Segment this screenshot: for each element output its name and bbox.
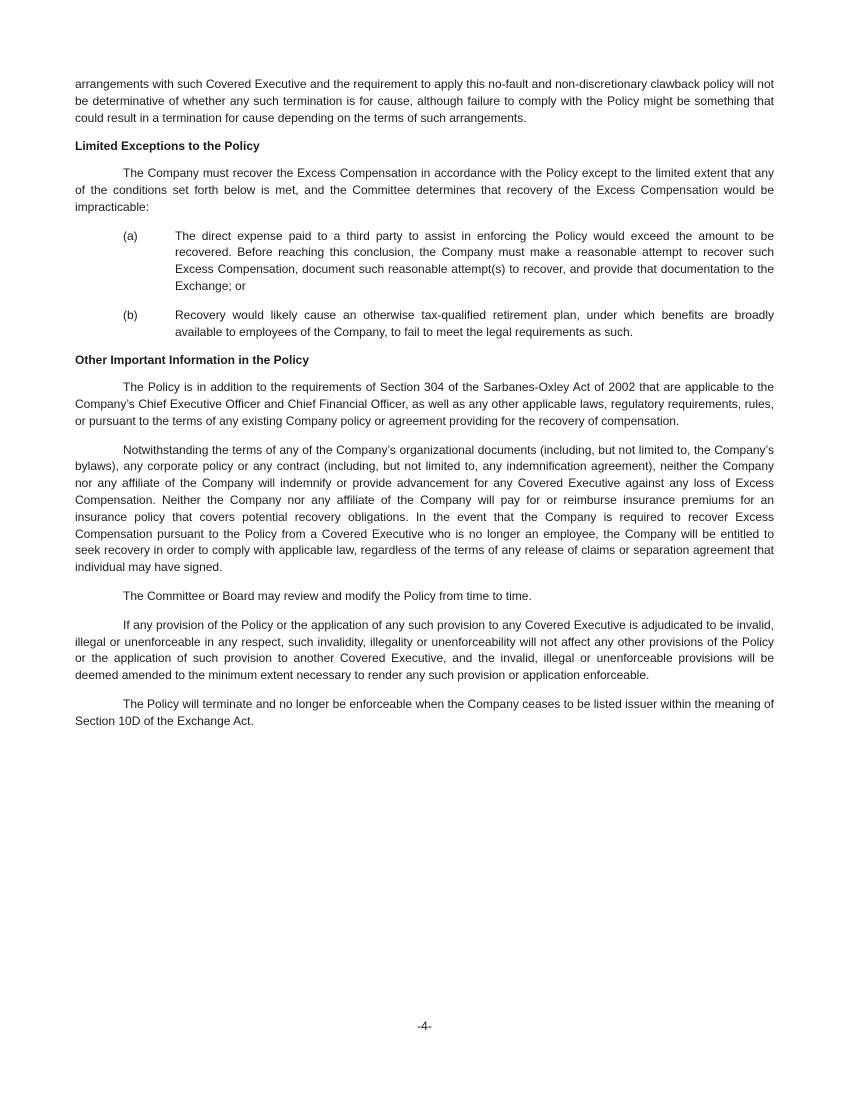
page-number: -4- <box>417 1019 432 1033</box>
other-info-paragraph-5: The Policy will terminate and no longer be enforceable when the Company ceases to be listed issuer within the meaning of Section 10D of the Exchange Act. <box>75 696 774 728</box>
limited-exceptions-paragraph: The Company must recover the Excess Compensation in accordance with the Policy except to the limited extent that any of the conditions set forth below is met, and the Committee determines that recovery of the Excess Compensation would be impracticable: <box>75 166 774 214</box>
other-info-paragraph-1: The Policy is in addition to the requirements of Section 304 of the Sarbanes-Oxley Act of 2002 that are applicable to the Company’s Chief Executive Officer and Chief Financial Officer, as well as any other applicable laws, regulatory requirements, rules, or pursuant to the terms of any existing Company policy or agreement providing for the recovery of compensation. <box>75 380 774 428</box>
section-heading-other-information: Other Important Information in the Policy <box>75 353 310 368</box>
exception-item-a <box>75 228 774 295</box>
section-heading-limited-exceptions: Limited Exceptions to the Policy <box>75 139 260 154</box>
other-info-paragraph-2: Notwithstanding the terms of any of the Company’s organizational documents (including, but not limited to, the Company’s bylaws), any corporate policy or any contract (including, but not limited to, any indemnification agreement), neither the Company nor any affiliate of the Company will indemnify or provide advancement for any Covered Executive against any loss of Excess Compensation. Neither the Company nor any affiliate of the Company will pay for or reimburse insurance premiums for an insurance policy that covers potential recovery obligations. In the event that the Company is required to recover Excess Compensation pursuant to the Policy from a Covered Executive who is no longer an employee, the Company will be entitled to seek recovery in order to comply with applicable law, regardless of the terms of any release of claims or separation agreement that individual may have signed. <box>75 442 774 575</box>
exception-item-label: (a) <box>123 228 138 243</box>
intro-paragraph: arrangements with such Covered Executive and the requirement to apply this no-fault and non-discretionary clawback policy will not be determinative of whether any such termination is for cause, although failure to comply with the Policy might be something that could result in a termination for cause depending on the terms of such arrangements. <box>75 77 774 125</box>
exception-item-label: (b) <box>123 307 138 322</box>
other-info-paragraph-3: The Committee or Board may review and modify the Policy from time to time. <box>123 588 532 603</box>
exception-item-b <box>75 307 774 341</box>
other-info-paragraph-4: If any provision of the Policy or the application of any such provision to any Covered Executive is adjudicated to be invalid, illegal or unenforceable in any respect, such invalidity, illegality or unenforceability will not affect any other provisions of the Policy or the application of such provision to another Covered Executive, and the invalid, illegal or unenforceable provisions will be deemed amended to the minimum extent necessary to render any such provision or application enforceable. <box>75 617 774 683</box>
exception-item-text: Recovery would likely cause an otherwise tax-qualified retirement plan, under which benefits are broadly available to employees of the Company, to fail to meet the legal requirements as such. <box>175 307 774 339</box>
exception-item-text: The direct expense paid to a third party to assist in enforcing the Policy would exceed the amount to be recovered. Before reaching this conclusion, the Company must make a reasonable attempt to recover such Excess Compensation, document such reasonable attempt(s) to recover, and provide that documentation to the Exchange; or <box>175 228 774 293</box>
